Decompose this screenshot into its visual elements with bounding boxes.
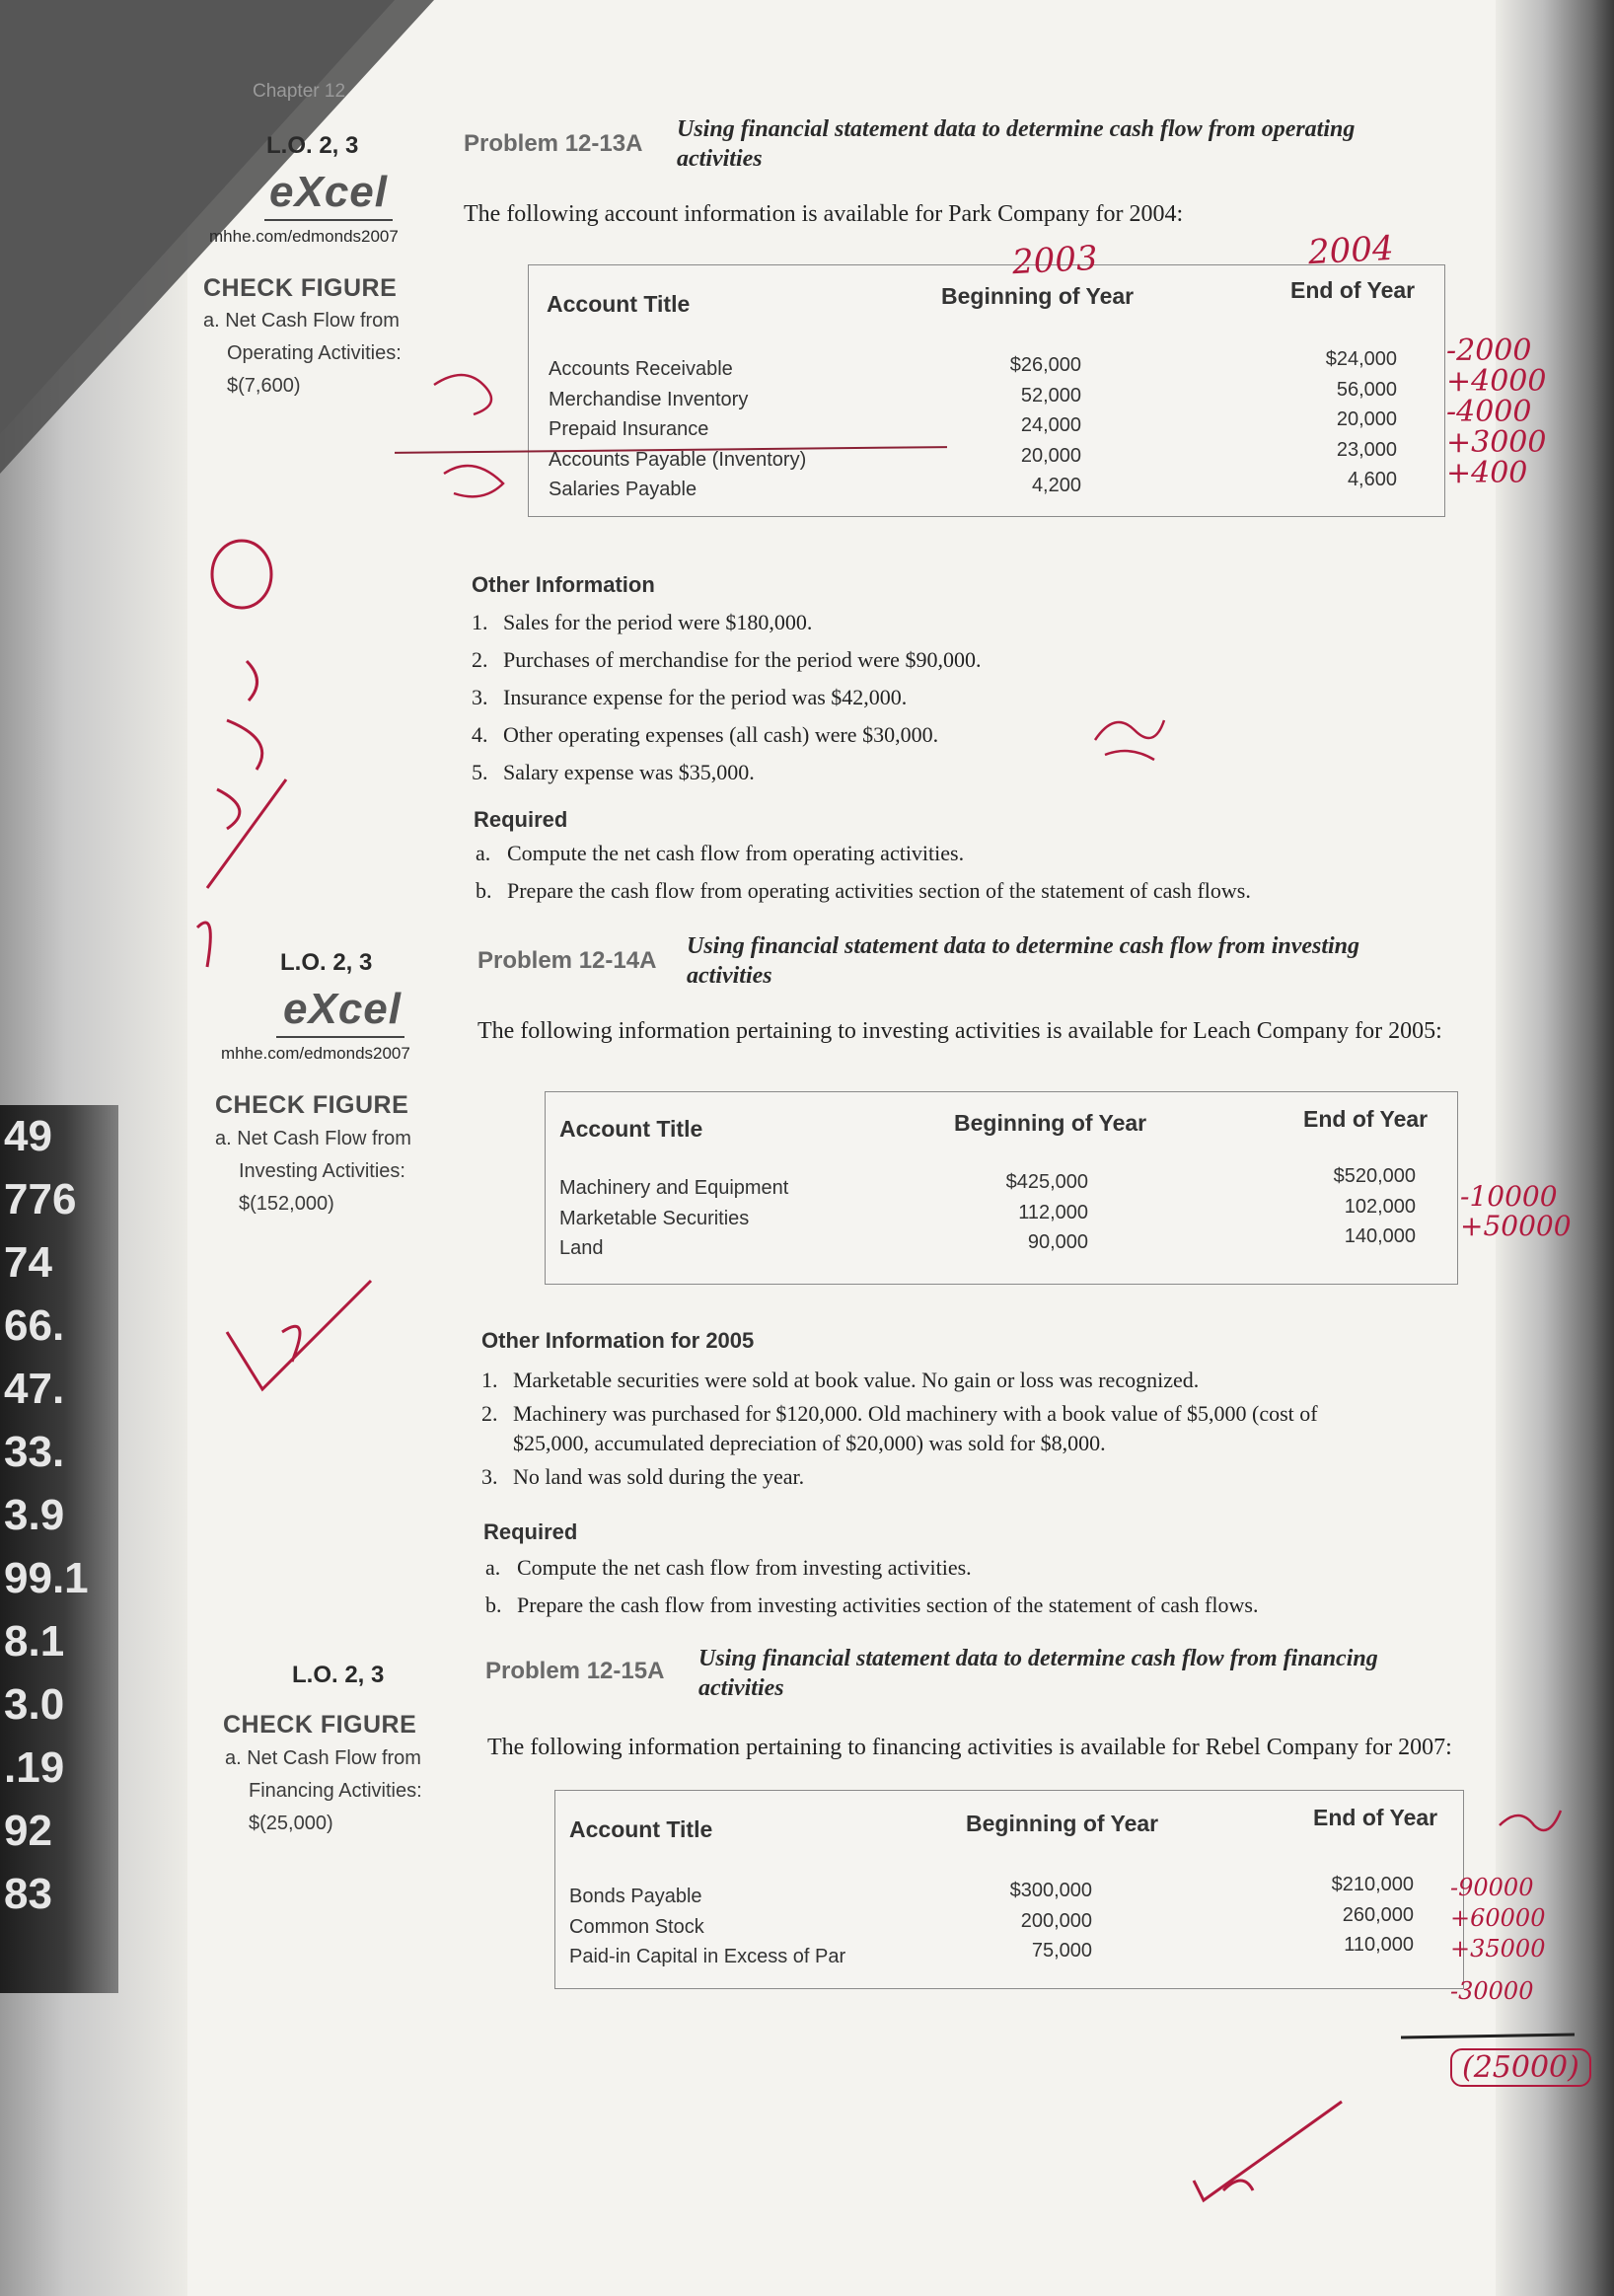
list-item	[485, 1587, 1258, 1624]
account-column	[559, 1173, 788, 1264]
table-cell: $300,000	[1009, 1880, 1092, 1901]
margin-number: 92	[4, 1807, 52, 1855]
problem-title	[677, 114, 1355, 174]
list-item	[476, 872, 1251, 910]
circle-mark	[212, 541, 271, 608]
item-number: 3.	[472, 685, 488, 709]
table-header: Beginning of Year	[966, 1811, 1159, 1836]
item-text: Sales for the period were $180,000.	[503, 610, 813, 634]
check-figure	[203, 305, 402, 403]
lo-text: L.O. 2, 3	[266, 132, 359, 159]
begin-column	[963, 350, 1081, 501]
list-item	[476, 835, 1251, 872]
table-cell: $24,000	[1325, 348, 1397, 370]
list-item	[472, 641, 981, 679]
table-cell: Machinery and Equipment	[559, 1177, 789, 1199]
account-column	[569, 1882, 845, 1972]
other-info-heading: Other Information for 2005	[481, 1328, 755, 1353]
margin-number: 3.9	[4, 1491, 65, 1539]
margin-number: 83	[4, 1870, 52, 1918]
table-cell: Merchandise Inventory	[549, 388, 749, 410]
check-figure-heading: CHECK FIGURE	[203, 274, 398, 302]
table-cell: $210,000	[1331, 1874, 1414, 1895]
item-number: 2.	[472, 647, 488, 672]
item-text: No land was sold during the year.	[513, 1464, 805, 1489]
item-letter: b.	[476, 878, 492, 903]
item-text: Prepare the cash flow from investing activities section of the statement of cash flows.	[517, 1592, 1259, 1617]
item-text: Insurance expense for the period was $42,000.	[503, 685, 908, 709]
problem-number: Problem 12-13A	[464, 130, 643, 157]
check-line: a. Net Cash Flow from	[225, 1747, 421, 1769]
table-header: End of Year	[1290, 277, 1416, 303]
lo-label	[292, 1662, 384, 1689]
other-info-list	[481, 1362, 1318, 1496]
account-column	[549, 354, 806, 505]
handwritten-change: -4000	[1446, 395, 1532, 429]
lo-text: L.O. 2, 3	[292, 1662, 385, 1688]
handwritten-arabic-note	[1490, 1796, 1569, 1845]
handwritten-scribble	[1085, 701, 1174, 770]
table-cell: 90,000	[1027, 1231, 1088, 1253]
adjacent-page-strip	[0, 1105, 118, 1993]
check-line: Investing Activities:	[239, 1160, 405, 1182]
check-line: $(7,600)	[227, 375, 301, 397]
table-cell: 52,000	[1020, 384, 1081, 407]
required-list	[485, 1549, 1258, 1624]
account-table	[554, 1790, 1464, 1989]
table-cell: $520,000	[1333, 1165, 1416, 1187]
margin-number: 66.	[4, 1301, 65, 1350]
table-header: End of Year	[1313, 1805, 1438, 1830]
check-line: $(25,000)	[249, 1813, 333, 1834]
problem-title-line: Using financial statement data to determine cash flow from financing	[698, 1646, 1378, 1671]
check-mark-icon	[223, 1273, 381, 1401]
problem-title-line: activities	[687, 963, 772, 989]
item-text: $25,000, accumulated depreciation of $20,000) was sold for $8,000.	[513, 1431, 1106, 1455]
excel-url[interactable]: mhhe.com/edmonds2007	[221, 1044, 410, 1063]
table-cell: 75,000	[1031, 1940, 1092, 1962]
item-letter: a.	[476, 841, 491, 865]
item-text: Salary expense was $35,000.	[503, 760, 755, 784]
problem-title	[687, 931, 1359, 991]
excel-underline	[264, 219, 393, 221]
lo-text: L.O. 2, 3	[280, 949, 373, 976]
excel-text: eXcel	[283, 985, 402, 1033]
problem-title	[698, 1644, 1378, 1703]
other-info-heading: Other Information	[472, 572, 655, 597]
scribble-mark	[207, 661, 286, 888]
table-cell: 23,000	[1336, 438, 1397, 461]
item-text: Compute the net cash flow from operating activities.	[507, 841, 965, 865]
table-header: Beginning of Year	[941, 283, 1135, 309]
table-cell: 110,000	[1344, 1934, 1414, 1956]
handwritten-changes	[1446, 335, 1546, 488]
handwritten-year: 2004	[1307, 228, 1395, 273]
end-column	[1285, 1870, 1414, 1961]
list-item	[472, 754, 981, 791]
item-number: 1.	[481, 1368, 498, 1392]
check-figure-heading: CHECK FIGURE	[215, 1091, 409, 1119]
required-list	[476, 835, 1251, 910]
check-line: a. Net Cash Flow from	[203, 310, 400, 332]
table-cell: Paid-in Capital in Excess of Par	[569, 1946, 846, 1967]
excel-url[interactable]: mhhe.com/edmonds2007	[209, 227, 399, 246]
handwritten-changes	[1450, 1873, 1545, 2007]
handwritten-change: +35000	[1450, 1935, 1546, 1963]
check-mark-icon	[1184, 2092, 1352, 2210]
check-figure	[215, 1123, 411, 1221]
problem-intro: The following information pertaining to investing activities is available for Leach Company for 2005:	[477, 1018, 1442, 1044]
margin-number: 74	[4, 1238, 52, 1287]
chapter-label: Chapter 12	[253, 81, 346, 102]
begin-column	[960, 1167, 1088, 1258]
excel-text: eXcel	[269, 168, 388, 216]
handwritten-change: -30000	[1450, 1977, 1534, 2005]
handwritten-change: +60000	[1450, 1904, 1546, 1932]
table-cell: Prepaid Insurance	[549, 418, 709, 440]
problem-title-line: Using financial statement data to determine cash flow from investing	[687, 933, 1360, 959]
table-cell: Bonds Payable	[569, 1886, 702, 1907]
table-cell: 102,000	[1344, 1195, 1416, 1218]
margin-number: 3.0	[4, 1680, 65, 1729]
lo-label	[266, 132, 358, 160]
problem-title-line: activities	[677, 146, 763, 172]
end-column	[1279, 344, 1397, 495]
table-cell: 20,000	[1020, 444, 1081, 467]
table-cell: 4,600	[1347, 469, 1397, 490]
handwritten-change: +3000	[1446, 425, 1547, 460]
handwritten-change: +4000	[1446, 364, 1547, 399]
begin-column	[964, 1876, 1092, 1966]
table-cell: 24,000	[1020, 414, 1081, 436]
handwritten-changes	[1460, 1182, 1572, 1241]
list-item	[481, 1458, 1318, 1496]
table-cell: $26,000	[1009, 354, 1081, 376]
other-info-list	[472, 604, 981, 791]
item-letter: a.	[485, 1555, 501, 1580]
list-item	[472, 679, 981, 716]
handwritten-change: +50000	[1460, 1210, 1572, 1242]
problem-title-line: activities	[698, 1675, 784, 1701]
check-figure-heading: CHECK FIGURE	[223, 1711, 417, 1739]
handwritten-change: +400	[1446, 456, 1528, 490]
handwritten-change: -10000	[1460, 1180, 1558, 1213]
margin-number: 8.1	[4, 1617, 65, 1666]
item-text: Machinery was purchased for $120,000. Old machinery with a book value of $5,000 (cost of	[513, 1401, 1318, 1426]
table-cell: Land	[559, 1237, 604, 1259]
list-item	[481, 1362, 1318, 1399]
required-heading: Required	[474, 807, 568, 832]
table-header: End of Year	[1303, 1106, 1429, 1132]
item-letter: b.	[485, 1592, 502, 1617]
table-cell: Accounts Payable (Inventory)	[549, 448, 807, 471]
list-item	[481, 1399, 1318, 1429]
problem-intro: The following information pertaining to financing activities is available for Rebel Company for 2007:	[487, 1735, 1452, 1760]
item-text: Marketable securities were sold at book value. No gain or loss was recognized.	[513, 1368, 1200, 1392]
table-cell: Common Stock	[569, 1915, 704, 1938]
margin-number: 99.1	[4, 1554, 89, 1602]
problem-intro: The following account information is available for Park Company for 2004:	[464, 201, 1184, 227]
table-cell: 56,000	[1336, 378, 1397, 401]
table-header: Beginning of Year	[954, 1110, 1147, 1136]
list-item	[481, 1429, 1318, 1458]
account-table	[545, 1091, 1458, 1285]
end-column	[1287, 1161, 1416, 1252]
table-cell: $425,000	[1005, 1171, 1088, 1193]
check-line: $(152,000)	[239, 1193, 334, 1215]
required-heading: Required	[483, 1519, 578, 1544]
handwritten-year: 2003	[1011, 238, 1099, 283]
handwritten-total: (25000)	[1450, 2048, 1591, 2087]
margin-number: 776	[4, 1175, 77, 1223]
item-number: 3.	[481, 1464, 498, 1489]
list-item	[472, 716, 981, 754]
list-item	[472, 604, 981, 641]
margin-number: .19	[4, 1743, 65, 1792]
list-item	[485, 1549, 1258, 1587]
table-header: Account Title	[569, 1816, 713, 1842]
problem-number: Problem 12-15A	[485, 1658, 665, 1684]
item-text: Prepare the cash flow from operating activities section of the statement of cash flows.	[507, 878, 1251, 903]
check-line: Financing Activities:	[249, 1780, 422, 1802]
margin-number: 33.	[4, 1428, 65, 1476]
margin-number: 47.	[4, 1365, 65, 1413]
table-cell: 112,000	[1018, 1201, 1088, 1223]
item-number: 2.	[481, 1401, 498, 1426]
table-cell: 140,000	[1344, 1225, 1416, 1247]
handwritten-change: -2000	[1446, 333, 1532, 368]
item-number: 1.	[472, 610, 488, 634]
table-header: Account Title	[559, 1116, 703, 1142]
check-line: a. Net Cash Flow from	[215, 1128, 411, 1149]
problem-number: Problem 12-14A	[477, 947, 657, 974]
item-text: Compute the net cash flow from investing activities.	[517, 1555, 972, 1580]
excel-underline	[276, 1036, 404, 1038]
item-text: Purchases of merchandise for the period were $90,000.	[503, 647, 982, 672]
table-cell: 260,000	[1342, 1903, 1414, 1926]
table-header: Account Title	[547, 291, 691, 317]
handwritten-marks-left	[187, 533, 385, 1006]
table-cell: 200,000	[1020, 1909, 1092, 1932]
table-cell: Marketable Securities	[559, 1207, 750, 1229]
table-cell: Accounts Receivable	[549, 358, 733, 380]
scribble-mark	[197, 923, 210, 967]
table-cell: 20,000	[1336, 408, 1397, 430]
handwritten-arabic-notes	[414, 355, 533, 523]
item-number: 5.	[472, 760, 488, 784]
item-number: 4.	[472, 722, 488, 747]
check-figure	[225, 1742, 422, 1840]
item-text: Other operating expenses (all cash) were $30,000.	[503, 722, 939, 747]
check-line: Operating Activities:	[227, 342, 402, 364]
margin-number: 49	[4, 1112, 52, 1160]
account-table	[528, 264, 1445, 517]
handwritten-change: -90000	[1450, 1874, 1534, 1901]
table-cell: Salaries Payable	[549, 479, 697, 500]
excel-logo	[255, 168, 403, 217]
table-cell: 4,200	[1031, 475, 1081, 496]
problem-title-line: Using financial statement data to determine cash flow from operating	[677, 116, 1356, 142]
